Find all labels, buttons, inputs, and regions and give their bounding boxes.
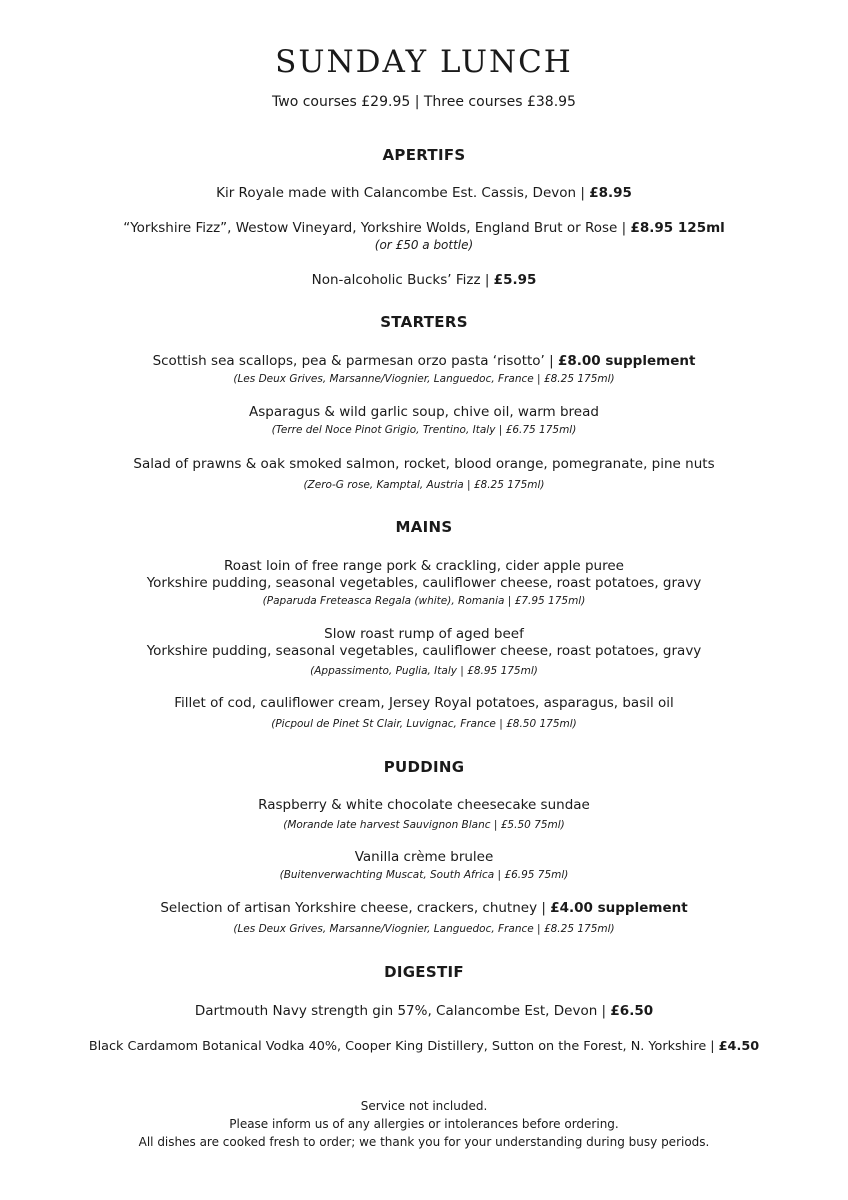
item-text: Selection of artisan Yorkshire cheese, crackers, chutney | xyxy=(160,900,551,916)
item-text: Raspberry & white chocolate cheesecake sundae xyxy=(258,797,590,813)
item-price: £4.00 supplement xyxy=(550,900,688,916)
item-text: Kir Royale made with Calancombe Est. Cassis, Devon | xyxy=(216,185,590,201)
item-text: Salad of prawns & oak smoked salmon, rocket, blood orange, pomegranate, pine nuts xyxy=(133,456,715,472)
menu-item xyxy=(0,1003,848,1020)
menu-item xyxy=(0,456,848,473)
menu-item xyxy=(0,900,848,917)
wine-pairing: (Paparuda Freteasca Regala (white), Romania | £7.95 175ml) xyxy=(262,595,586,607)
section-heading-starters: STARTERS xyxy=(380,313,468,331)
item-price: £8.00 supplement xyxy=(557,353,696,369)
wine-pairing: (Terre del Noce Pinot Grigio, Trentino, Italy | £6.75 175ml) xyxy=(271,424,577,436)
item-text: Vanilla crème brulee xyxy=(354,849,494,865)
menu-item xyxy=(0,404,848,421)
item-price: £4.50 xyxy=(718,1039,760,1054)
section-heading-digestif: DIGESTIF xyxy=(384,963,464,981)
item-text: Asparagus & wild garlic soup, chive oil, warm bread xyxy=(249,404,599,420)
item-price: £5.95 xyxy=(493,272,537,288)
item-text: Non-alcoholic Bucks’ Fizz | xyxy=(311,272,494,288)
item-text: Dartmouth Navy strength gin 57%, Calancombe Est, Devon | xyxy=(194,1003,611,1019)
menu-item xyxy=(0,272,848,289)
bottle-note: (or £50 a bottle) xyxy=(374,238,474,252)
menu-item xyxy=(0,1038,848,1055)
item-text: “Yorkshire Fizz”, Westow Vineyard, Yorkshire Wolds, England Brut or Rose | xyxy=(123,220,631,236)
footer-service-note: Service not included. xyxy=(360,1099,488,1113)
wine-pairing: (Picpoul de Pinet St Clair, Luvignac, France | £8.50 175ml) xyxy=(271,718,577,730)
section-heading-pudding: PUDDING xyxy=(383,758,465,776)
menu-item-detail xyxy=(0,575,848,592)
item-text: Yorkshire pudding, seasonal vegetables, cauliflower cheese, roast potatoes, gravy xyxy=(146,643,702,659)
wine-pairing: (Les Deux Grives, Marsanne/Viognier, Languedoc, France | £8.25 175ml) xyxy=(233,923,615,935)
footer-cooking-note: All dishes are cooked fresh to order; we thank you for your understanding during busy periods. xyxy=(138,1135,710,1149)
section-heading-mains: MAINS xyxy=(395,518,453,536)
wine-pairing: (Morande late harvest Sauvignon Blanc | £5.50 75ml) xyxy=(283,819,565,831)
menu-item xyxy=(0,353,848,370)
item-text: Scottish sea scallops, pea & parmesan orzo pasta ‘risotto’ | xyxy=(152,353,558,369)
item-text: Yorkshire pudding, seasonal vegetables, cauliflower cheese, roast potatoes, gravy xyxy=(146,575,702,591)
menu-item-detail xyxy=(0,643,848,660)
item-price: £8.95 xyxy=(589,185,632,201)
item-text: Fillet of cod, cauliflower cream, Jersey Royal potatoes, asparagus, basil oil xyxy=(174,695,674,711)
footer-allergy-note: Please inform us of any allergies or intolerances before ordering. xyxy=(229,1117,619,1131)
item-price: £6.50 xyxy=(610,1003,654,1019)
item-text: Black Cardamom Botanical Vodka 40%, Cooper King Distillery, Sutton on the Forest, N. Yorkshire | xyxy=(88,1039,719,1054)
section-heading-apertifs: APERTIFS xyxy=(382,146,466,164)
wine-pairing: (Les Deux Grives, Marsanne/Viognier, Languedoc, France | £8.25 175ml) xyxy=(233,373,615,385)
menu-item xyxy=(0,185,848,202)
menu-item xyxy=(0,849,848,866)
item-price: £8.95 125ml xyxy=(630,220,725,236)
menu-item xyxy=(0,626,848,643)
menu-item xyxy=(0,797,848,814)
item-text: Roast loin of free range pork & crackling, cider apple puree xyxy=(224,558,624,574)
menu-item xyxy=(0,558,848,575)
item-text: Slow roast rump of aged beef xyxy=(324,626,524,642)
page-title: SUNDAY LUNCH xyxy=(275,44,573,80)
menu-item xyxy=(0,220,848,237)
wine-pairing: (Buitenverwachting Muscat, South Africa | £6.95 75ml) xyxy=(279,869,569,881)
wine-pairing: (Appassimento, Puglia, Italy | £8.95 175ml) xyxy=(310,665,538,677)
price-subtitle: Two courses £29.95 | Three courses £38.95 xyxy=(272,94,576,110)
menu-item xyxy=(0,695,848,712)
wine-pairing: (Zero-G rose, Kamptal, Austria | £8.25 175ml) xyxy=(303,479,545,491)
